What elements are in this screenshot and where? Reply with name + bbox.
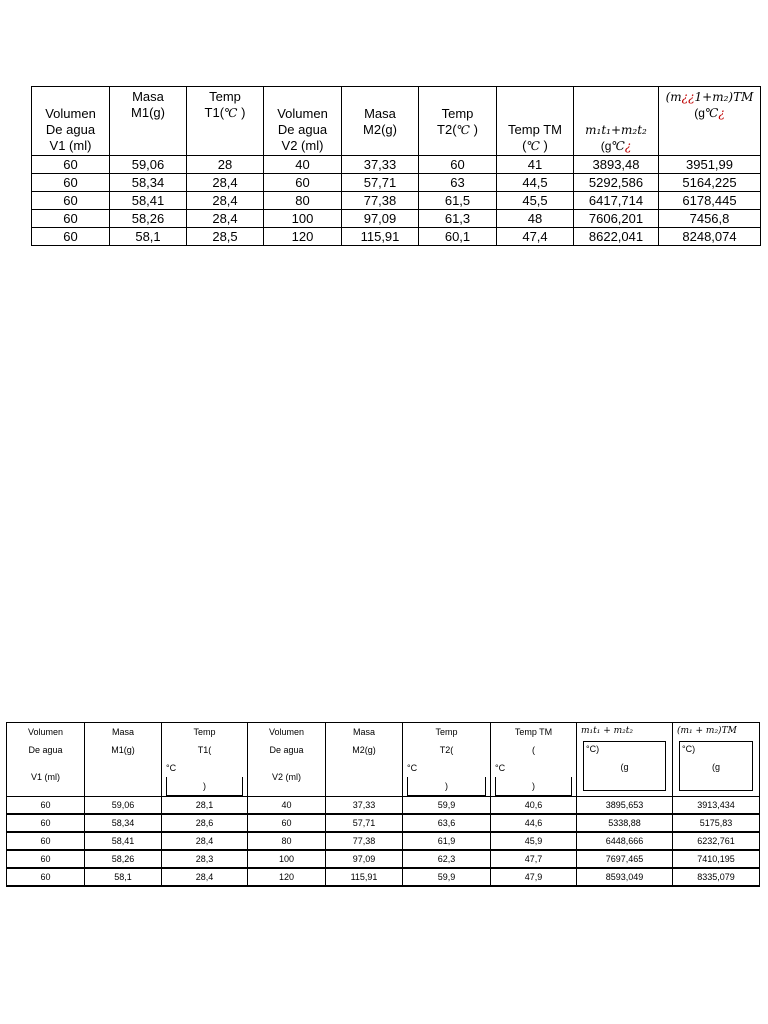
table-cell: 58,34 — [110, 174, 187, 192]
header-temp-t1: Temp T1( °C ) — [162, 723, 248, 797]
table-cell: 62,3 — [403, 850, 491, 868]
table-cell: 60 — [7, 850, 85, 868]
table-cell: 57,71 — [342, 174, 419, 192]
table1-body — [32, 156, 761, 246]
table-row — [7, 814, 760, 832]
table-cell: 47,7 — [491, 850, 577, 868]
unit-box: °C) (g — [679, 741, 753, 791]
table-cell: 45,5 — [497, 192, 574, 210]
table-cell: 60 — [7, 868, 85, 886]
formula-m1t1-m2t2: m₁t₁ + m₂t₂ — [581, 726, 633, 736]
table-cell: 58,1 — [85, 868, 162, 886]
table-cell: 58,41 — [110, 192, 187, 210]
table-cell: 59,9 — [403, 797, 491, 815]
table-cell: 28,5 — [187, 228, 264, 246]
table-cell: 6232,761 — [673, 832, 760, 850]
table-cell: 40,6 — [491, 797, 577, 815]
table-cell: 59,06 — [110, 156, 187, 174]
table-cell: 58,41 — [85, 832, 162, 850]
table-cell: 63,6 — [403, 814, 491, 832]
table-cell: 48 — [497, 210, 574, 228]
table-cell: 28,4 — [187, 192, 264, 210]
table-cell: 8335,079 — [673, 868, 760, 886]
table-cell: 37,33 — [342, 156, 419, 174]
table-cell: 58,1 — [110, 228, 187, 246]
table-cell: 28,3 — [162, 850, 248, 868]
table-cell: 44,5 — [497, 174, 574, 192]
table2-body — [7, 797, 760, 887]
table-cell: 28,4 — [187, 210, 264, 228]
header-temp-t2: Temp T2(℃ ) — [419, 87, 497, 156]
header-mass-m2: Masa M2(g) — [326, 723, 403, 797]
header-mass-times-tm: (m¿¿1+m₂)TM (g℃¿ — [659, 87, 761, 156]
table-cell: 80 — [264, 192, 342, 210]
header-mass-m2: Masa M2(g) — [342, 87, 419, 156]
table-cell: 6178,445 — [659, 192, 761, 210]
table-cell: 8622,041 — [574, 228, 659, 246]
table-cell: 60 — [32, 174, 110, 192]
table-cell: 60 — [32, 228, 110, 246]
table-cell: 60 — [248, 814, 326, 832]
table-cell: 44,6 — [491, 814, 577, 832]
table-cell: 60 — [7, 814, 85, 832]
table-cell: 77,38 — [326, 832, 403, 850]
header-heat-sum — [577, 723, 673, 797]
table-cell: 5338,88 — [577, 814, 673, 832]
table-cell: 7456,8 — [659, 210, 761, 228]
table-cell: 3893,48 — [574, 156, 659, 174]
table-cell: 63 — [419, 174, 497, 192]
header-temp-tm: Temp TM ( °C ) — [491, 723, 577, 797]
table-cell: 7697,465 — [577, 850, 673, 868]
table-row — [7, 797, 760, 815]
table-cell: 80 — [248, 832, 326, 850]
table-cell: 37,33 — [326, 797, 403, 815]
table-cell: 3895,653 — [577, 797, 673, 815]
table-cell: 7606,201 — [574, 210, 659, 228]
table-row — [7, 868, 760, 886]
table-cell: 40 — [264, 156, 342, 174]
table-cell: 61,9 — [403, 832, 491, 850]
header-mass-m1: Masa M1(g) — [85, 723, 162, 797]
results-table-2 — [6, 722, 760, 887]
table-cell: 120 — [264, 228, 342, 246]
table-cell: 6417,714 — [574, 192, 659, 210]
table-row — [32, 174, 761, 192]
header-temp-t1: Temp T1(℃ ) — [187, 87, 264, 156]
table-cell: 58,26 — [110, 210, 187, 228]
table-cell: 60 — [419, 156, 497, 174]
unit-box: °C) (g — [583, 741, 666, 791]
table-cell: 60 — [32, 210, 110, 228]
header-temp-t2: Temp T2( °C ) — [403, 723, 491, 797]
table-cell: 60 — [32, 192, 110, 210]
table-cell: 3913,434 — [673, 797, 760, 815]
table-cell: 60 — [32, 156, 110, 174]
header-volume-v1: Volumen De agua V1 (ml) — [32, 87, 110, 156]
table-cell: 100 — [264, 210, 342, 228]
table-cell: 8248,074 — [659, 228, 761, 246]
table-cell: 97,09 — [342, 210, 419, 228]
table-cell: 28,4 — [162, 832, 248, 850]
header-volume-v2: Volumen De agua V2 (ml) — [248, 723, 326, 797]
table-cell: 28,6 — [162, 814, 248, 832]
results-table-1 — [31, 86, 761, 246]
header-temp-tm: Temp TM (℃ ) — [497, 87, 574, 156]
table-cell: 60 — [7, 797, 85, 815]
table-cell: 100 — [248, 850, 326, 868]
table-cell: 3951,99 — [659, 156, 761, 174]
table-cell: 58,34 — [85, 814, 162, 832]
formula-m1t1-m2t2: m₁t₁+m₂t₂ — [585, 123, 647, 137]
table-cell: 5292,586 — [574, 174, 659, 192]
table-cell: 115,91 — [326, 868, 403, 886]
table-cell: 5175,83 — [673, 814, 760, 832]
table-cell: 120 — [248, 868, 326, 886]
table2-header-row — [7, 723, 760, 797]
table-cell: 58,26 — [85, 850, 162, 868]
table-cell: 5164,225 — [659, 174, 761, 192]
table-cell: 8593,049 — [577, 868, 673, 886]
table-cell: 40 — [248, 797, 326, 815]
formula-m1-m2-tm: (m₁ + m₂)TM — [677, 726, 737, 736]
table-cell: 6448,666 — [577, 832, 673, 850]
table-row — [32, 156, 761, 174]
header-heat-sum: m₁t₁+m₂t₂ (g℃¿ — [574, 87, 659, 156]
table-cell: 60 — [264, 174, 342, 192]
table-cell: 59,06 — [85, 797, 162, 815]
table-cell: 28,1 — [162, 797, 248, 815]
table-row — [7, 832, 760, 850]
table-cell: 28,4 — [162, 868, 248, 886]
table-cell: 61,3 — [419, 210, 497, 228]
table-cell: 60,1 — [419, 228, 497, 246]
table-cell: 28,4 — [187, 174, 264, 192]
table-cell: 60 — [7, 832, 85, 850]
header-mass-m1: Masa M1(g) — [110, 87, 187, 156]
table-cell: 77,38 — [342, 192, 419, 210]
table-cell: 45,9 — [491, 832, 577, 850]
table1-header-row — [32, 87, 761, 156]
table-cell: 61,5 — [419, 192, 497, 210]
table-cell: 47,4 — [497, 228, 574, 246]
table-row — [32, 228, 761, 246]
table-row — [32, 192, 761, 210]
header-volume-v2: Volumen De agua V2 (ml) — [264, 87, 342, 156]
header-volume-v1: Volumen De agua V1 (ml) — [7, 723, 85, 797]
table-cell: 47,9 — [491, 868, 577, 886]
table-cell: 28 — [187, 156, 264, 174]
table-cell: 59,9 — [403, 868, 491, 886]
table-cell: 57,71 — [326, 814, 403, 832]
table-cell: 41 — [497, 156, 574, 174]
table-row — [7, 850, 760, 868]
table-row — [32, 210, 761, 228]
table-cell: 97,09 — [326, 850, 403, 868]
table-cell: 115,91 — [342, 228, 419, 246]
header-mass-times-tm — [673, 723, 760, 797]
table-cell: 7410,195 — [673, 850, 760, 868]
